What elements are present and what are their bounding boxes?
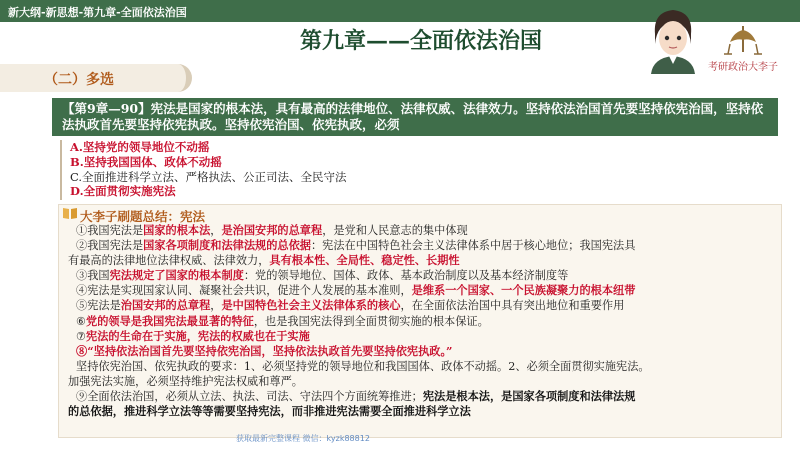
summary-point-7: ⑦宪法的生命在于实施，宪法的权威也在于实施 xyxy=(76,328,310,343)
summary-point-9-cont: 的总依据，推进科学立法等等需要坚持宪法，而非推进宪法需要全面推进科学立法 xyxy=(68,404,471,419)
summary-point-6: ⑥党的领导是我国宪法最显著的特征，也是我国宪法得到全面贯彻实施的根本保证。 xyxy=(76,313,489,328)
question-stem: 【第9章—90】宪法是国家的根本法，具有最高的法律地位、法律权威、法律效力。坚持依法治国首先要坚持依宪治国，坚持依法执政首先要坚持依宪执政。坚持依宪治国、依宪执政，必须 xyxy=(52,98,778,136)
summary-requirements: 坚持依宪治国、依宪执政的要求：1、必须坚持党的领导地位和我国国体、政体不动摇。2、必须全面贯彻实施宪法。 xyxy=(76,359,650,373)
summary-point-8: ⑧“坚持依法治国首先要坚持依宪治国，坚持依法执政首先要坚持依宪执政。” xyxy=(76,343,453,358)
summary-point-9: ⑨全面依法治国，必须从立法、执法、司法、守法四个方面统筹推进；宪法是根本法，是国家各项制度和法律法规 xyxy=(76,389,636,404)
logo-text: 考研政治大李子 xyxy=(708,62,778,73)
book-icon xyxy=(62,206,78,220)
avatar-illustration xyxy=(643,4,703,74)
summary-point-2: ②我国宪法是国家各项制度和法律法规的总依据：宪法在中国特色社会主义法律体系中居于核心地位；我国宪法具 xyxy=(76,238,636,253)
summary-point-2-cont: 有最高的法律地位法律权威、法律效力，具有根本性、全局性、稳定性、长期性 xyxy=(68,253,460,268)
options-list xyxy=(70,140,347,199)
summary-point-3: ③我国宪法规定了国家的根本制度：党的领导地位、国体、政体、基本政治制度以及基本经济制度等 xyxy=(76,268,569,283)
summary-point-1: ①我国宪法是国家的根本法，是治国安邦的总章程，是党和人民意志的集中体现 xyxy=(76,223,468,237)
breadcrumb: 新大纲-新思想-第九章-全面依法治国 xyxy=(8,6,187,19)
summary-point-4: ④宪法是实现国家认同、凝聚社会共识，促进个人发展的基本准则，是维系一个国家、一个民族凝聚力的根本纽带 xyxy=(76,283,636,298)
option-a: A.坚持党的领导地位不动摇 xyxy=(70,140,210,154)
option-d: D.全面贯彻实施宪法 xyxy=(70,184,176,199)
summary-point-5: ⑤宪法是治国安邦的总章程，是中国特色社会主义法律体系的核心，在全面依法治国中具有突出地位和重要作用 xyxy=(76,298,625,313)
summary-title: 大李子刷题总结：宪法 xyxy=(80,209,206,224)
chapter-title: 第九章——全面依法治国 xyxy=(300,28,543,54)
watermark: 获取最新完整课程 微信：kyzk88812 xyxy=(236,434,370,443)
summary-requirements-cont: 加强宪法实施，必须坚持维护宪法权威和尊严。 xyxy=(68,374,303,388)
summary-body xyxy=(68,223,778,419)
options-bracket xyxy=(60,140,66,200)
brand-logo xyxy=(708,22,778,82)
option-b: B.坚持我国国体、政体不动摇 xyxy=(70,154,222,169)
option-c: C.全面推进科学立法、严格执法、公正司法、全民守法 xyxy=(70,169,347,184)
section-label: （二）多选 xyxy=(44,72,114,88)
